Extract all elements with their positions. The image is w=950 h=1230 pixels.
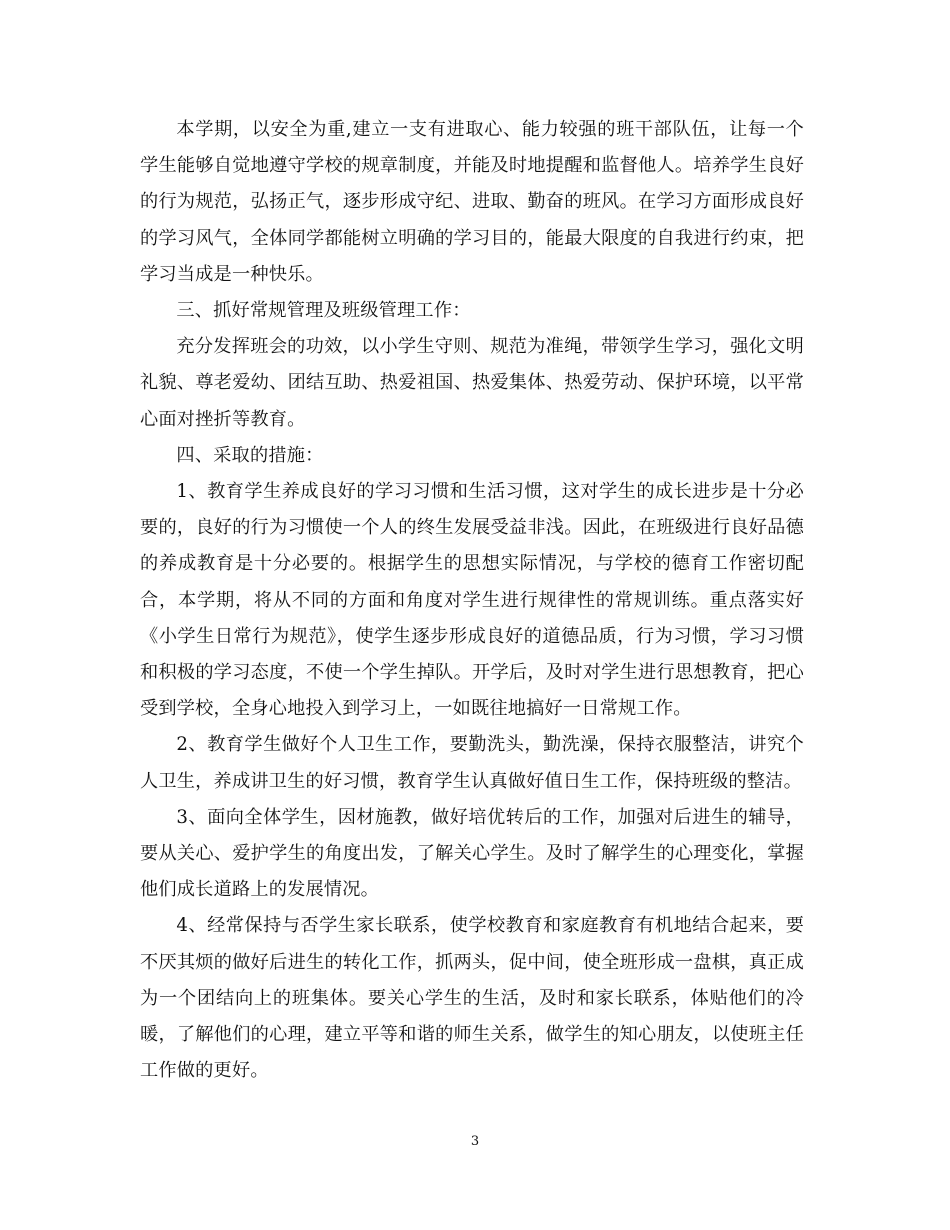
paragraph-measure-2: 2、教育学生做好个人卫生工作，要勤洗头，勤洗澡，保持衣服整洁，讲究个人卫生，养成讲卫生的好习惯，教育学生认真做好值日生工作，保持班级的整洁。 (140, 734, 804, 792)
heading-section-four: 四、采取的措施： (176, 444, 324, 466)
paragraph-goals: 本学期，以安全为重,建立一支有进取心、能力较强的班干部队伍，让每一个学生能够自觉地遵守学校的规章制度，并能及时地提醒和监督他人。培养学生良好的行为规范，弘扬正气，逐步形成守纪、进取、勤奋的班风。在学习方面形成良好的学习风气，全体同学都能树立明确的学习目的，能最大限度的自我进行约束，把学习当成是一种快乐。 (140, 119, 804, 285)
paragraph-measure-3: 3、面向全体学生，因材施教，做好培优转后的工作，加强对后进生的辅导，要从关心、爱护学生的角度出发，了解关心学生。及时了解学生的心理变化，掌握他们成长道路上的发展情况。 (140, 806, 804, 901)
heading-section-three: 三、抓好常规管理及班级管理工作： (176, 300, 471, 322)
page-number: 3 (470, 1134, 480, 1149)
paragraph-measure-1: 1、教育学生养成良好的学习习惯和生活习惯，这对学生的成长进步是十分必要的，良好的行为习惯使一个人的终生发展受益非浅。因此，在班级进行良好品德的养成教育是十分必要的。根据学生的思想实际情况，与学校的德育工作密切配合，本学期，将从不同的方面和角度对学生进行规律性的常规训练。重点落实好《小学生日常行为规范》，使学生逐步形成良好的道德品质，行为习惯，学习习惯和积极的学习态度，不使一个学生掉队。开学后，及时对学生进行思想教育，把心受到学校，全身心地投入到学习上，一如既往地搞好一日常规工作。 (140, 481, 804, 720)
paragraph-class-meeting: 充分发挥班会的功效，以小学生守则、规范为准绳，带领学生学习，强化文明礼貌、尊老爱幼、团结互助、热爱祖国、热爱集体、热爱劳动、保护环境，以平常心面对挫折等教育。 (140, 336, 804, 430)
document-body (140, 112, 804, 1089)
paragraph-measure-4: 4、经常保持与否学生家长联系，使学校教育和家庭教育有机地结合起来，要不厌其烦的做好后进生的转化工作，抓两头，促中间，使全班形成一盘棋，真正成为一个团结向上的班集体。要关心学生的生活，及时和家长联系，体贴他们的冷暖，了解他们的心理，建立平等和谐的师生关系，做学生的知心朋友，以使班主任工作做的更好。 (140, 915, 804, 1082)
